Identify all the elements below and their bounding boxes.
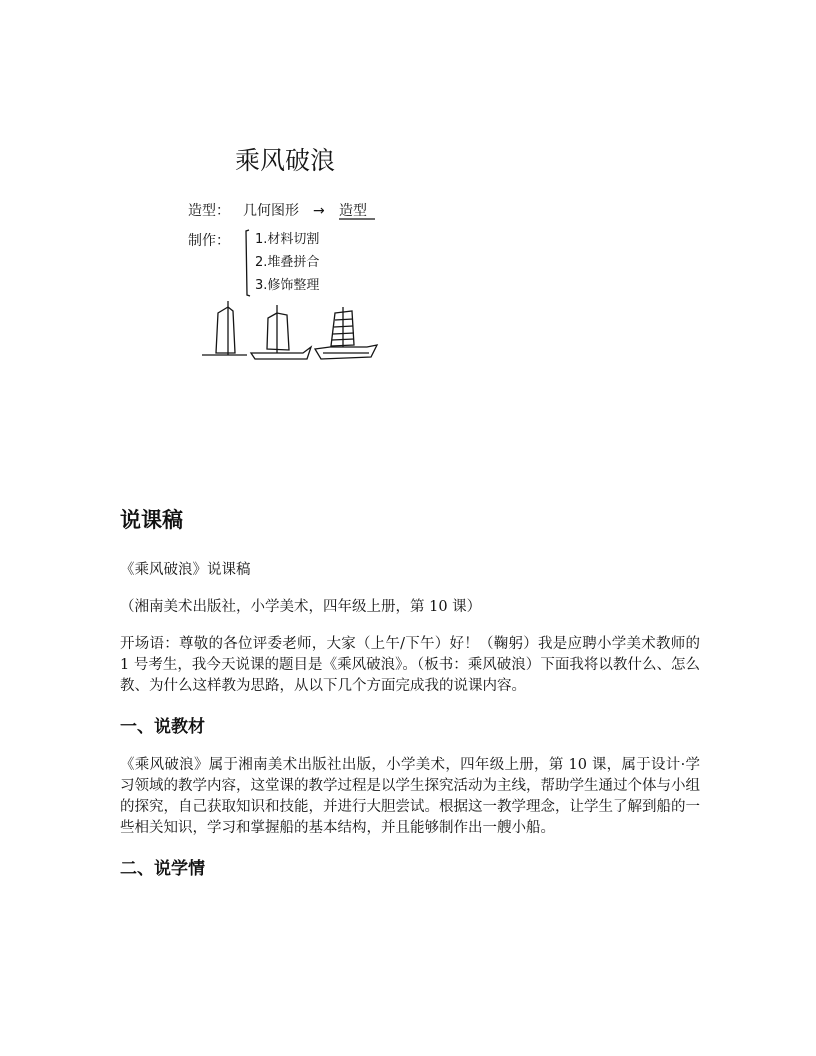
document-title: 说课稿 <box>120 508 183 532</box>
sketch-line1-label: 造型： <box>188 203 230 219</box>
blackboard-sketch <box>185 135 390 367</box>
section-2-heading: 二、说学情 <box>120 859 205 879</box>
section-1-body: 《乘风破浪》属于湘南美术出版社出版，小学美术，四年级上册，第 10 课，属于设计·学习领域的教学内容，这堂课的教学过程是以学生探究活动为主线，帮助学生通过个体与小组的探究，自己获取知识和技能，并进行大胆尝试。根据这一教学理念，让学生了解到船的一些相关知识，学习和掌握船的基本结构，并且能够制作出一艘小船。 <box>120 757 700 836</box>
sketch-step-3: 3.修饰整理 <box>255 278 320 293</box>
lecture-document <box>120 500 700 883</box>
sailboat-2-icon <box>251 305 311 359</box>
document-subtitle: 《乘风破浪》说课稿 <box>120 562 251 578</box>
section-1-heading: 一、说教材 <box>120 717 205 737</box>
sailboat-1-icon <box>202 301 247 355</box>
sailboat-3-icon <box>315 307 377 359</box>
sketch-title: 乘风破浪 <box>235 146 336 175</box>
sketch-line1-end: 造型 <box>339 203 367 219</box>
sketch-step-2: 2.堆叠拼合 <box>255 255 320 270</box>
sketch-bracket <box>246 230 250 296</box>
sketch-line2-label: 制作： <box>188 233 230 249</box>
sketch-drawing <box>185 135 390 367</box>
sketch-arrow: → <box>313 203 325 219</box>
sketch-step-1: 1.材料切割 <box>255 232 320 247</box>
sketch-line1-text: 几何图形 <box>243 203 299 219</box>
document-source: （湘南美术出版社，小学美术，四年级上册，第 10 课） <box>120 599 482 615</box>
opening-paragraph: 开场语：尊敬的各位评委老师，大家（上午/下午）好！（鞠躬）我是应聘小学美术教师的 1 号考生，我今天说课的题目是《乘风破浪》。（板书：乘风破浪）下面我将以教什么、怎么教、为什么这样教为思路，从以下几个方面完成我的说课内容。 <box>120 636 700 694</box>
